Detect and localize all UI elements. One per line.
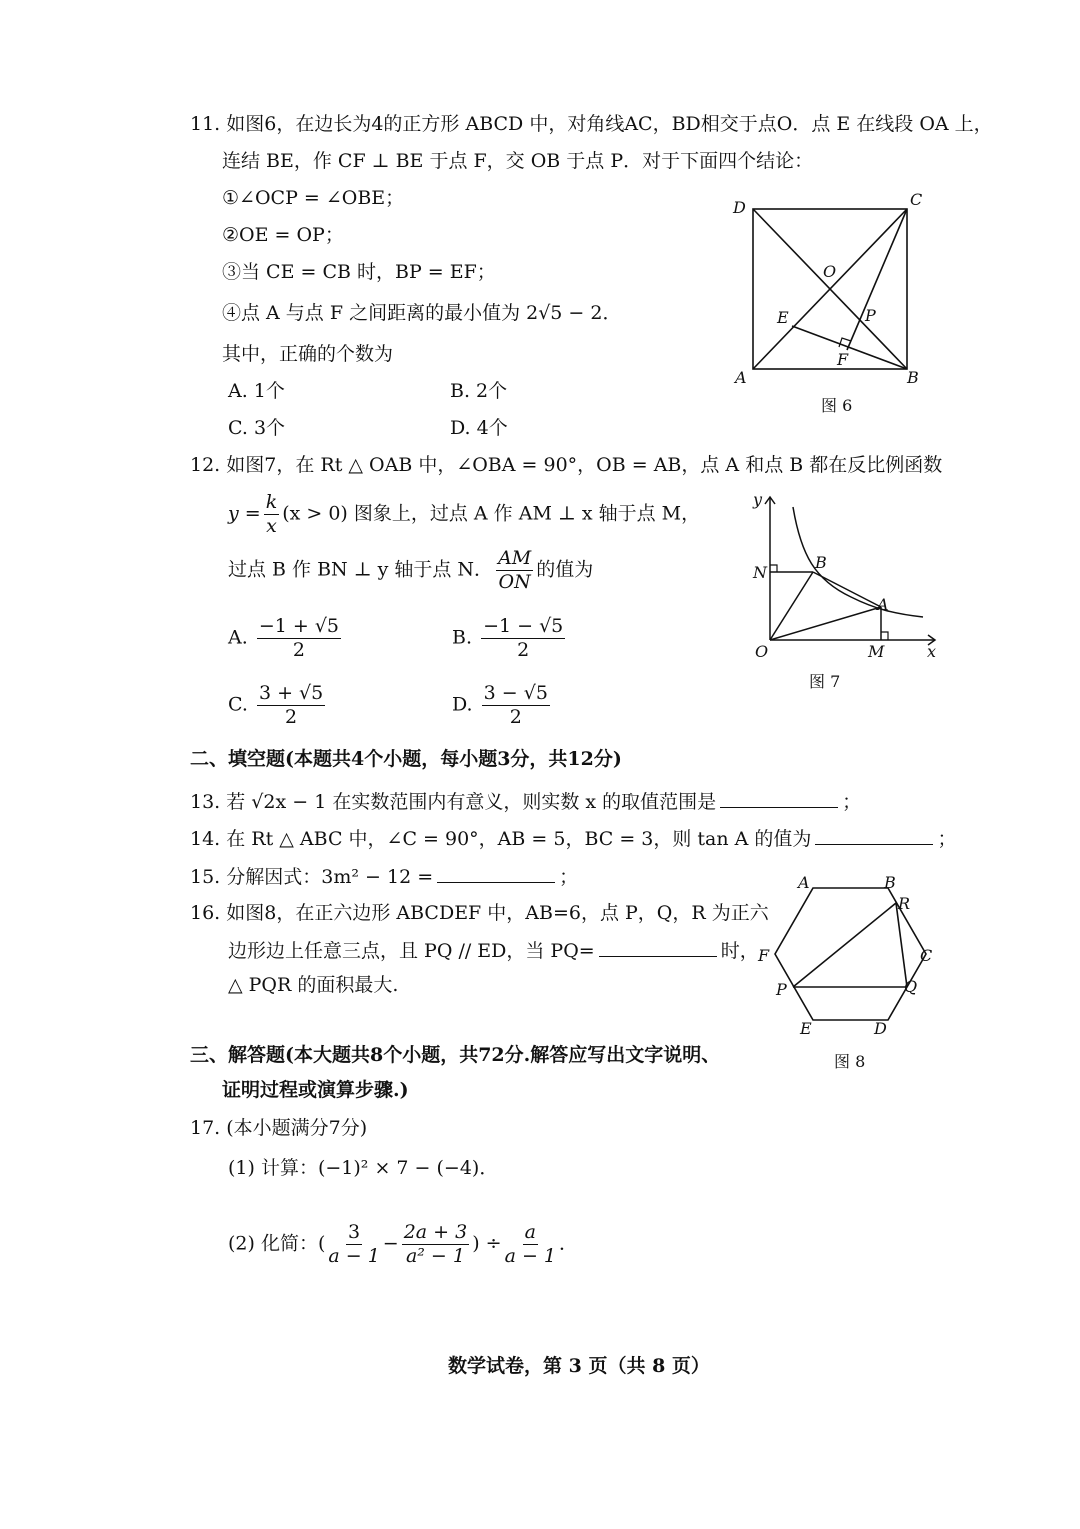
q12-option-d-label: D. (452, 693, 473, 716)
q11-conclusion-4: ④点 A 与点 F 之间距离的最小值为 2√5 − 2． (222, 302, 622, 324)
figure-6 (725, 185, 945, 420)
page-footer: 数学试卷，第 3 页（共 8 页） (448, 1355, 710, 1377)
fig6-segment-be (792, 326, 907, 369)
q12-option-a-den: 2 (292, 638, 305, 661)
q12-option-b-label: B. (452, 626, 473, 649)
q12-option-b-den: 2 (517, 638, 530, 661)
figure-8 (750, 870, 950, 1080)
q12-line1: 12. 如图7，在 Rt △ OAB 中，∠OBA = 90°，OB = AB，点 A 和点 B 都在反比例函数 (190, 454, 943, 476)
q12-option-d (452, 683, 553, 728)
q12-option-a-label: A. (228, 626, 248, 649)
fig7-label-o: O (755, 642, 769, 661)
fig8-segment-rq (896, 903, 907, 987)
fig7-label-m: M (868, 642, 885, 661)
q17-fraction-2-num: 2a + 3 (403, 1221, 468, 1243)
q12-line2 (228, 492, 700, 537)
fig6-segment-cf (847, 209, 907, 350)
q11-option-b: B. 2个 (450, 380, 508, 402)
q17-fraction-2-den: a² − 1 (405, 1244, 465, 1267)
fig7-curve (793, 507, 923, 617)
q14-text: 14. 在 Rt △ ABC 中，∠C = 90°，AB = 5，BC = 3，则 tan A 的值为 (190, 828, 812, 850)
fig7-label-n: N (753, 563, 767, 582)
q12-ratio-num: AM (498, 547, 532, 569)
q12-line3-post: 的值为 (536, 558, 594, 581)
q11-question: 其中，正确的个数为 (222, 343, 394, 365)
fig6-label-d: D (733, 198, 746, 217)
q16-line2-end: 时， (720, 940, 759, 962)
fig6-label-o: O (823, 262, 837, 281)
fig6-label-c: C (910, 190, 923, 209)
q17-fraction-3-den: a − 1 (504, 1244, 557, 1267)
fig8-label-q: Q (904, 977, 918, 996)
fig7-caption: 图 7 (809, 672, 841, 691)
fig7-segment-oa (770, 607, 881, 640)
q12-func-rest: (x > 0) 图象上，过点 A 作 AM ⊥ x 轴于点 M， (282, 502, 701, 525)
q17-fraction-2 (402, 1222, 470, 1267)
q17-heading: 17. (本小题满分7分) (190, 1117, 368, 1139)
q17-fraction-3-num: a (524, 1221, 536, 1243)
section-2-heading: 二、填空题(本题共4个小题，每小题3分，共12分) (190, 748, 622, 770)
q11-option-c: C. 3个 (228, 417, 286, 439)
q12-option-d-fraction (482, 683, 550, 728)
q16-line1: 16. 如图8，在正六边形 ABCDEF 中，AB=6，点 P，Q，R 为正六 (190, 902, 769, 924)
q16-line2 (228, 940, 759, 963)
q17-fraction-3 (505, 1222, 556, 1267)
q17-part-1: (1) 计算：(−1)² × 7 − (−4)． (228, 1157, 499, 1179)
q15-answer-blank[interactable] (437, 881, 555, 883)
fig6-label-b: B (907, 368, 919, 387)
fig7-segment-ba (813, 572, 881, 607)
fig8-label-c: C (920, 946, 933, 965)
fig6-caption: 图 6 (821, 396, 853, 415)
q11-conclusion-2: ②OE = OP； (222, 224, 344, 246)
q13-answer-blank[interactable] (720, 806, 838, 808)
q12-func-fraction (264, 492, 280, 537)
q12-func-den: x (266, 514, 277, 537)
q11-option-a: A. 1个 (228, 380, 285, 402)
q17-divide: ) ÷ (472, 1232, 502, 1255)
q12-option-d-num: 3 − √5 (483, 682, 548, 704)
fig6-label-p: P (865, 306, 876, 325)
q14-end: ； (937, 828, 957, 850)
fig8-label-p: P (776, 980, 787, 999)
q12-option-a (228, 616, 344, 661)
q17-fraction-1 (328, 1222, 379, 1267)
q17-fraction-1-num: 3 (348, 1221, 361, 1243)
q16-line2-text: 边形边上任意三点，且 PQ // ED，当 PQ= (228, 940, 595, 962)
q12-option-a-num: −1 + √5 (258, 615, 340, 637)
q13-text: 13. 若 √2x − 1 在实数范围内有意义，则实数 x 的取值范围是 (190, 791, 717, 813)
section-3-heading-line1: 三、解答题(本大题共8个小题，共72分.解答应写出文字说明、 (190, 1044, 721, 1066)
q12-line3 (228, 548, 593, 593)
fig8-label-a: A (798, 873, 810, 892)
q16-answer-blank[interactable] (599, 955, 717, 957)
fig7-label-y: y (753, 490, 763, 509)
q17-part-2-prefix: (2) 化简：( (228, 1232, 326, 1255)
q11-option-d: D. 4个 (450, 417, 508, 439)
fig6-label-f: F (837, 350, 849, 369)
q12-ratio-fraction (496, 548, 533, 593)
q12-ratio-den: ON (498, 570, 531, 593)
q12-option-c-den: 2 (285, 705, 298, 728)
q17-fraction-1-den: a − 1 (328, 1244, 380, 1267)
fig7-label-b: B (815, 553, 827, 572)
q12-func-num: k (265, 491, 278, 513)
fig8-label-f: F (758, 946, 770, 965)
q15-text: 15. 分解因式：3m² − 12 = (190, 866, 434, 888)
q12-option-c-label: C. (228, 693, 248, 716)
q12-option-b-fraction (481, 616, 565, 661)
q12-option-d-den: 2 (509, 705, 522, 728)
fig8-segment-pr (793, 903, 896, 987)
fig7-label-a: A (877, 595, 889, 614)
q11-line2: 连结 BE，作 CF ⊥ BE 于点 F，交 OB 于点 P．对于下面四个结论： (222, 150, 814, 172)
q14-answer-blank[interactable] (815, 843, 933, 845)
q12-func-y: y = (228, 502, 261, 525)
fig7-label-x: x (927, 642, 937, 661)
q13 (190, 791, 861, 814)
fig6-label-a: A (735, 368, 747, 387)
q12-option-b (452, 616, 568, 661)
q15 (190, 866, 578, 889)
q12-option-c (228, 683, 328, 728)
q17-minus: − (382, 1232, 399, 1255)
q17-end: ． (559, 1232, 579, 1255)
q11-conclusion-3: ③当 CE = CB 时，BP = EF； (222, 261, 496, 283)
q11-conclusion-1: ①∠OCP = ∠OBE； (222, 187, 405, 209)
q14 (190, 828, 956, 851)
fig8-label-d: D (874, 1019, 887, 1038)
section-3-heading-line2: 证明过程或演算步骤.) (222, 1079, 409, 1101)
q12-option-a-fraction (257, 616, 341, 661)
q12-line3-pre: 过点 B 作 BN ⊥ y 轴于点 N． (228, 558, 494, 581)
q17-part-2 (228, 1222, 578, 1267)
figure-7 (735, 485, 950, 700)
q12-option-c-num: 3 + √5 (258, 682, 324, 704)
fig6-label-e: E (777, 308, 789, 327)
fig8-label-r: R (898, 894, 911, 913)
q12-option-b-num: −1 − √5 (483, 615, 564, 637)
q12-option-c-fraction (257, 683, 325, 728)
fig8-label-e: E (800, 1019, 812, 1038)
fig7-right-angle-n (770, 565, 777, 572)
q11-line1: 11. 如图6，在边长为4的正方形 ABCD 中，对角线AC，BD相交于点O．点 E 在线段 OA 上， (190, 113, 993, 135)
q15-end: ； (559, 866, 579, 888)
fig8-label-b: B (884, 873, 896, 892)
q16-line3: △ PQR 的面积最大. (228, 974, 399, 996)
fig7-right-angle-m (881, 632, 888, 640)
q13-end: ； (842, 791, 862, 813)
fig8-caption: 图 8 (834, 1052, 866, 1071)
